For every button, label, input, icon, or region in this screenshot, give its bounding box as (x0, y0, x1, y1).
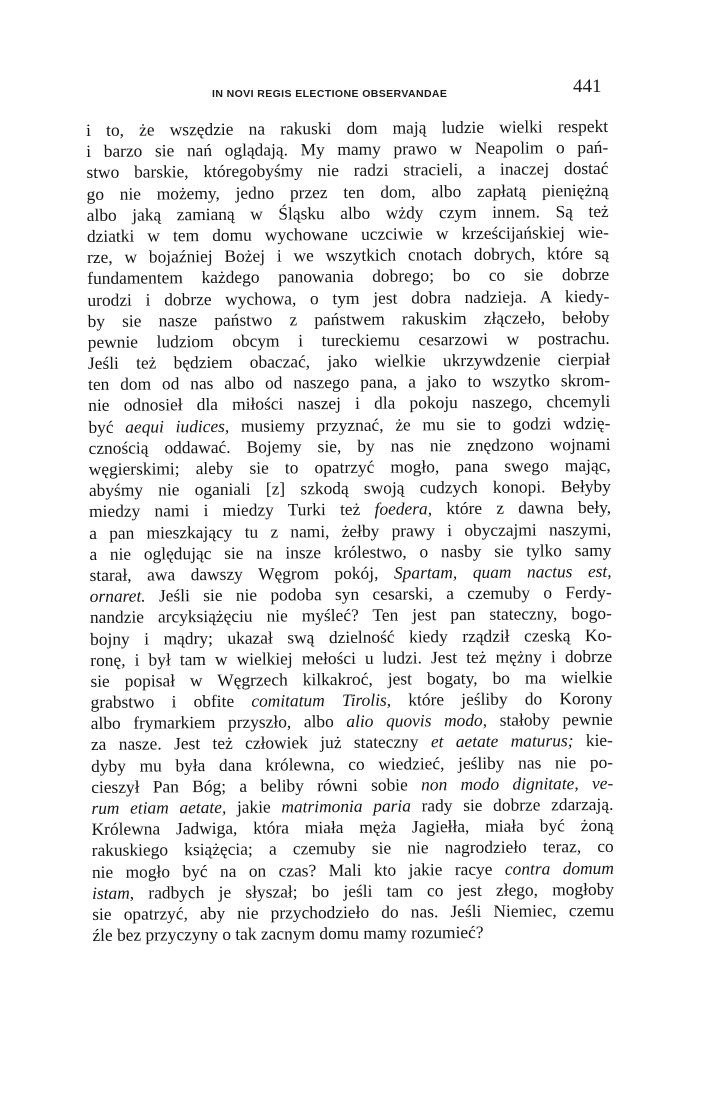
text-segment: kie- (573, 730, 613, 751)
text-segment: go nie możemy, jedno przez ten dom, albo zapłatą pieniężną (86, 179, 609, 204)
latin-phrase: ornaret. (89, 585, 146, 607)
text-segment: abyśmy nie oganiali [z] szkodą swoją cudzych konopi. Bełyby (88, 476, 611, 501)
text-segment: stwo barskie, któregobyśmy nie radzi stracieli, a inaczej dostać (86, 158, 609, 183)
text-segment: które jeśliby do Korony (391, 687, 613, 710)
text-segment: musiemy przyznać, że mu sie to godzi wdzię- (229, 412, 611, 436)
text-segment: miedzy nami i miedzy Turki też (88, 499, 375, 522)
latin-phrase: rum etiam aetate, (91, 796, 227, 818)
text-segment: albo frymarkiem przyszło, albo (90, 711, 347, 734)
latin-phrase: comitatum Tirolis, (251, 689, 392, 711)
text-segment: rakuskiego książęcia; a czemuby sie nie nagrodzieło teraz, co (91, 836, 614, 861)
latin-phrase: et aetate maturus; (430, 730, 574, 752)
text-line (92, 921, 614, 946)
text-segment: a nie oględując sie na insze królestwo, o nasby sie tylko samy (89, 539, 612, 564)
text-segment: starał, awa dawszy Węgrom pokój, (89, 562, 395, 585)
text-segment: węgierskimi; aleby sie to opatrzyć mogło, pana swego mając, (88, 454, 611, 479)
text-segment: ronę, i był tam w wielkiej mełości u ludzi. Jest też mężny i dobrze (90, 645, 613, 670)
latin-phrase: istam, (91, 882, 135, 903)
text-segment: nandzie arcyksiążęciu nie myśleć? Ten jest pan stateczny, bogo- (89, 603, 612, 628)
latin-phrase: non modo dignitate, ve- (421, 772, 614, 795)
latin-phrase: alio quovis modo, (346, 710, 488, 732)
page-number: 441 (573, 76, 602, 97)
text-segment: dziatki w tem domu wychowane uczciwie w krześcijańskiej wie- (86, 221, 609, 246)
text-segment: cznością oddawać. Bojemy sie, by nas nie znędzono wojnami (88, 433, 611, 458)
text-segment: nie odnosieł dla miłości naszej i dla pokoju naszego, chcemyli (88, 391, 611, 416)
latin-phrase: aequi iudices, (125, 415, 230, 437)
text-segment: źle bez przyczyny o tak zacnym domu mamy rozumieć? (92, 922, 484, 946)
text-segment: Jeśli też będziem obaczać, jako wielkie ukrzywdzenie cierpiał (87, 348, 610, 374)
text-segment: ten dom od nas albo od naszego pana, a jako to wszytko skrom- (87, 370, 611, 395)
body-text (86, 116, 614, 946)
text-segment: radbych je słyszał; bo jeśli tam co jest złego, mogłoby (134, 878, 615, 903)
text-segment: Jeśli sie nie podoba syn cesarski, a czemuby o Ferdy- (145, 582, 612, 606)
latin-phrase: matrimonia paria (281, 795, 411, 817)
text-segment: sie popisał w Węgrzech kilkakroć, jest bogaty, bo ma wielkie (90, 666, 613, 691)
text-segment: by sie nasze państwo z państwem rakuskim złączeło, bełoby (87, 306, 610, 331)
text-segment: urodzi i dobrze wychowa, o tym jest dobra nadzieja. A kiedy- (87, 285, 610, 310)
text-segment: sie opatrzyć, aby nie przychodzieło do nas. Jeśli Niemiec, czemu (92, 899, 615, 924)
text-segment: fundamentem każdego panowania dobrego; bo co sie dobrze (87, 264, 610, 289)
text-segment: i barzo sie nań oglądają. My mamy prawo w Neapolim o pań- (86, 137, 609, 162)
text-segment: i to, że wszędzie na rakuski dom mają ludzie wielki respekt (86, 115, 609, 140)
text-segment: stałoby pewnie (486, 709, 613, 731)
text-segment: grabstwo i obfite (90, 690, 252, 713)
latin-phrase: Spartam, quam nactus est, (393, 560, 612, 583)
text-line (92, 900, 614, 925)
latin-phrase: foedera, (374, 498, 433, 520)
text-segment: dyby mu była dana królewna, co wiedzieć, jeśliby nas nie po- (90, 751, 614, 776)
running-title: IN NOVI REGIS ELECTIONE OBSERVANDAE (212, 88, 448, 100)
text-segment: które z dawna beły, (431, 497, 612, 519)
text-segment: za nasze. Jest też człowiek już stateczny (90, 731, 431, 755)
text-segment: rze, w bojaźniej Bożej i we wszytkich cnotach dobrych, które są (86, 243, 610, 268)
text-segment: bojny i mądry; ukazał swą dzielność kiedy rządził czeską Ko- (89, 624, 613, 649)
text-segment: rady sie dobrze zdarzają. (410, 793, 614, 816)
text-segment: cieszył Pan Bóg; a beliby równi sobie (91, 774, 422, 797)
text-segment: albo jaką zamianą w Śląsku albo wżdy czym innem. Są też (86, 200, 609, 225)
text-segment: jakie (226, 796, 282, 817)
latin-phrase: contra domum (504, 857, 614, 879)
text-segment: być (88, 416, 126, 437)
text-segment: Królewna Jadwiga, która miała męża Jagiełła, miała być żoną (91, 815, 614, 840)
text-segment: a pan mieszkający tu z nami, żełby prawy i obyczajmi naszymi, (89, 518, 612, 543)
text-segment: nie mogło być na on czas? Mali kto jakie racye (91, 858, 505, 882)
text-segment: pewnie ludziom obcym i tureckiemu cesarzowi w postrachu. (87, 327, 610, 352)
